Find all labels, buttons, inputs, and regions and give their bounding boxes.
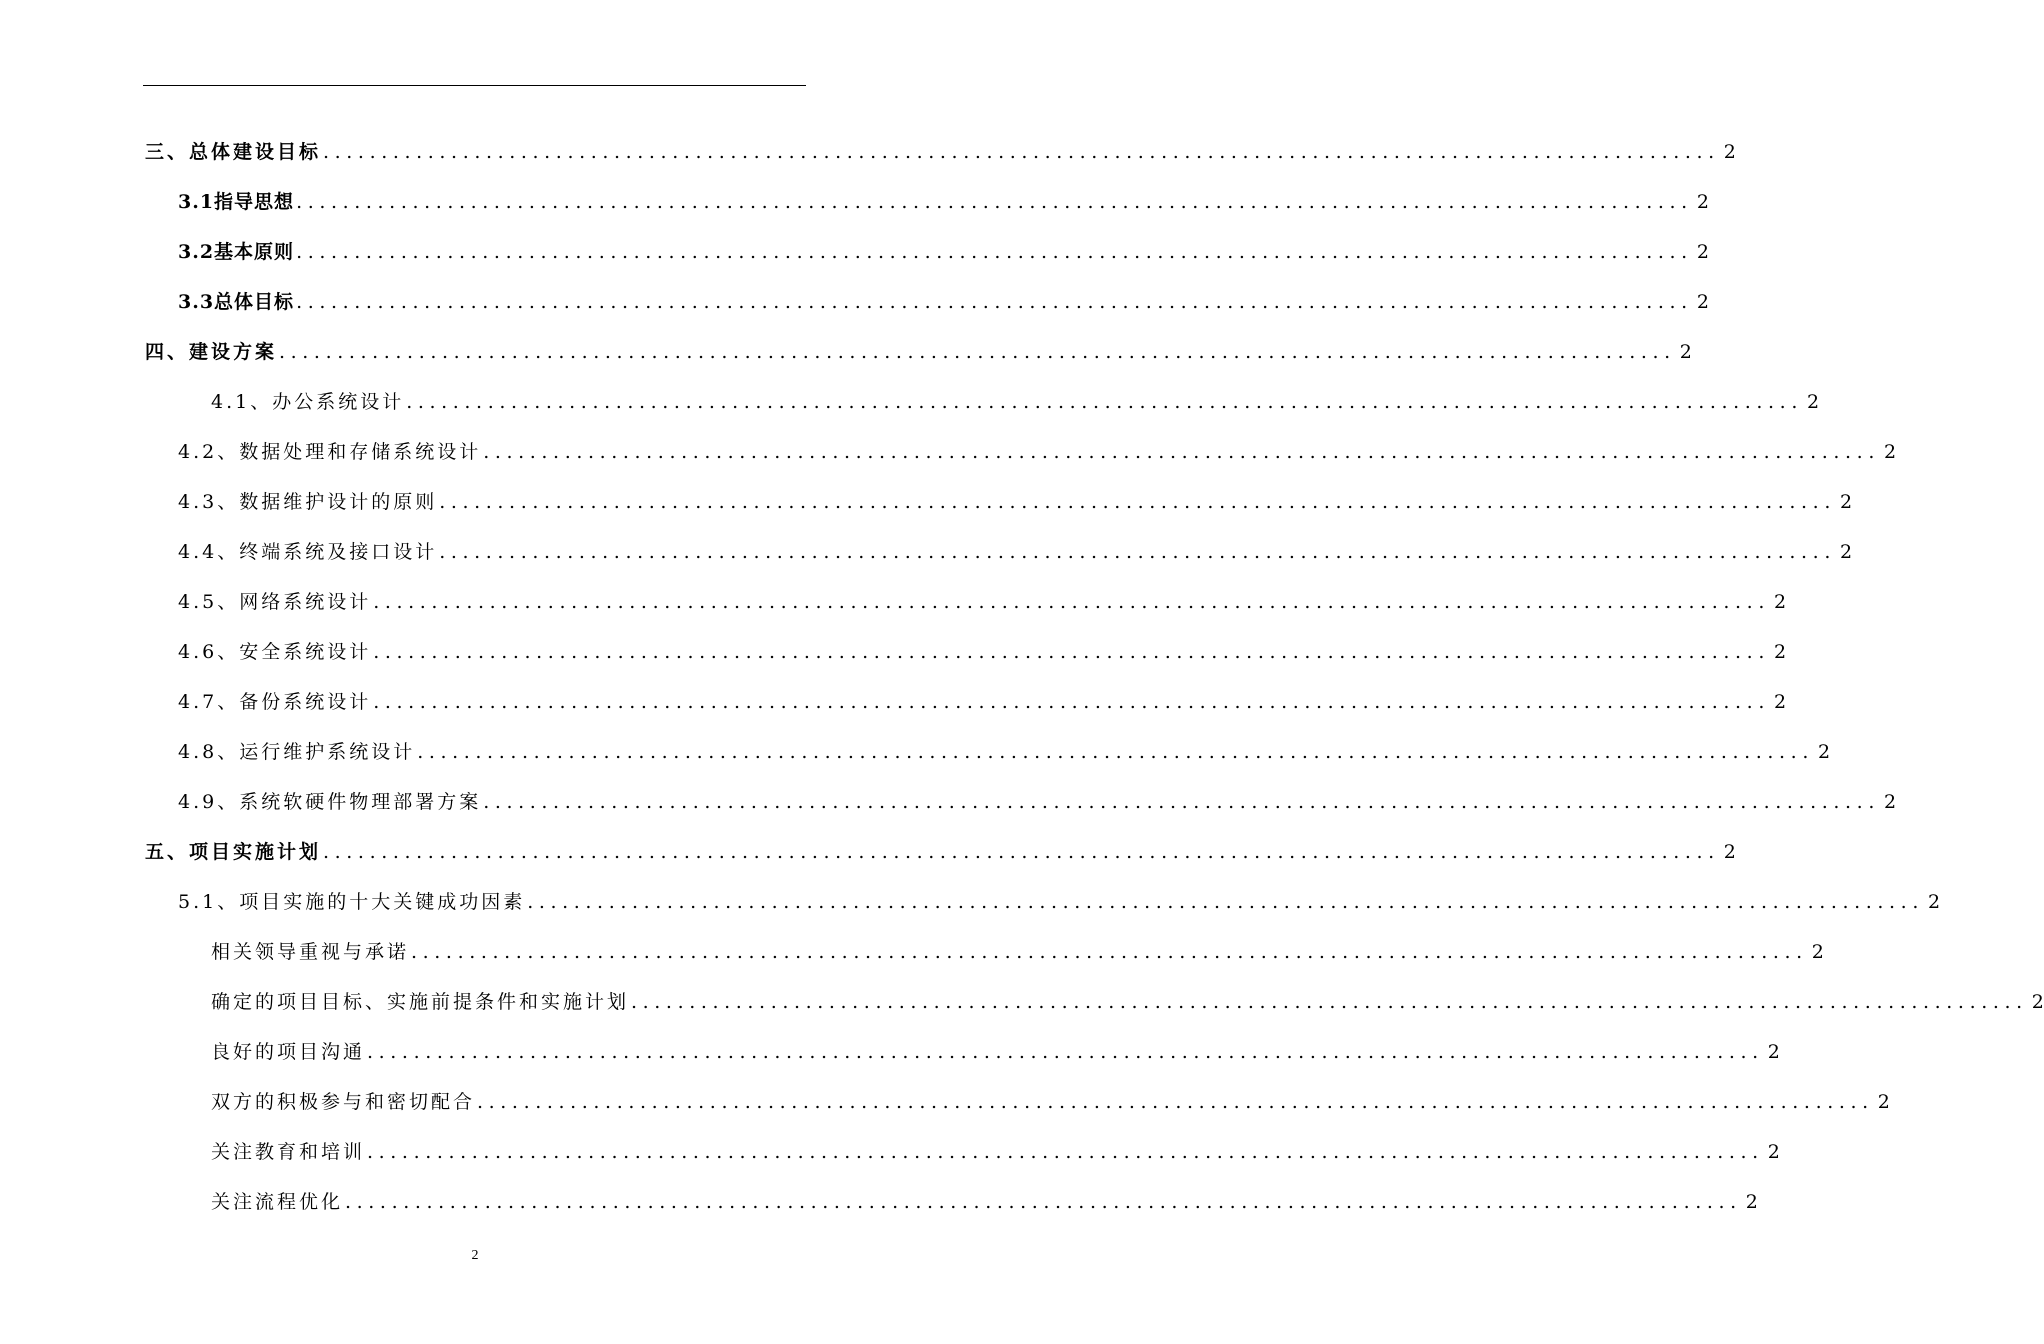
toc-leader-dots: ........................................................................................................................ xyxy=(296,291,1693,313)
toc-entry-label: 4.9、系统软硬件物理部署方案 xyxy=(178,791,482,813)
toc-entry-label: 4.7、备份系统设计 xyxy=(178,691,372,713)
toc-entry-4-1[interactable] xyxy=(211,387,1820,417)
toc-entry-label: 相关领导重视与承诺 xyxy=(211,941,410,963)
toc-entry-process-optimization[interactable] xyxy=(211,1187,1758,1217)
toc-entry-label: 4.4、终端系统及接口设计 xyxy=(178,541,438,563)
toc-entry-page: 2 xyxy=(1811,941,1824,963)
toc-leader-dots: ........................................................................................................................ xyxy=(406,391,1803,413)
toc-leader-dots: ........................................................................................................................ xyxy=(323,841,1720,863)
toc-entry-project-goals[interactable] xyxy=(211,987,2044,1017)
toc-entry-4-3[interactable] xyxy=(178,487,1853,517)
toc-leader-dots: ........................................................................................................................ xyxy=(483,791,1880,813)
toc-entry-section-3[interactable] xyxy=(145,137,1736,167)
toc-entry-page: 2 xyxy=(1773,641,1787,663)
toc-entry-page: 2 xyxy=(1696,191,1709,213)
toc-entry-label: 4.5、网络系统设计 xyxy=(178,591,372,613)
toc-entry-page: 2 xyxy=(1806,391,1820,413)
toc-entry-label: 4.8、运行维护系统设计 xyxy=(178,741,416,763)
toc-entry-4-2[interactable] xyxy=(178,437,1897,467)
toc-leader-dots: ........................................................................................................................ xyxy=(279,341,1676,363)
toc-entry-label: 关注教育和培训 xyxy=(211,1141,366,1163)
toc-entry-page: 2 xyxy=(1679,341,1692,363)
toc-leader-dots: ........................................................................................................................ xyxy=(483,441,1880,463)
toc-entry-label: 4.6、安全系统设计 xyxy=(178,641,372,663)
toc-entry-page: 2 xyxy=(1927,891,1941,913)
toc-entry-page: 2 xyxy=(1696,241,1709,263)
toc-entry-label: 良好的项目沟通 xyxy=(211,1041,366,1063)
toc-entry-page: 2 xyxy=(1883,441,1897,463)
toc-leader-dots: ........................................................................................................................ xyxy=(373,591,1770,613)
toc-leader-dots: ........................................................................................................................ xyxy=(296,191,1693,213)
toc-leader-dots: ........................................................................................................................ xyxy=(439,491,1836,513)
toc-entry-page: 2 xyxy=(1696,291,1709,313)
toc-entry-3-1[interactable] xyxy=(178,187,1709,217)
toc-entry-label: 双方的积极参与和密切配合 xyxy=(211,1091,476,1113)
toc-entry-page: 2 xyxy=(1767,1041,1780,1063)
toc-entry-label: 3.1指导思想 xyxy=(178,191,295,213)
toc-leader-dots: ........................................................................................................................ xyxy=(631,991,2028,1013)
toc-entry-3-2[interactable] xyxy=(178,237,1709,267)
toc-entry-section-4[interactable] xyxy=(145,337,1692,367)
toc-entry-participation[interactable] xyxy=(211,1087,1890,1117)
toc-entry-page: 2 xyxy=(2031,991,2044,1013)
toc-entry-4-9[interactable] xyxy=(178,787,1897,817)
toc-entry-4-8[interactable] xyxy=(178,737,1831,767)
toc-entry-page: 2 xyxy=(1839,541,1853,563)
toc-leader-dots: ........................................................................................................................ xyxy=(373,691,1770,713)
toc-leader-dots: ........................................................................................................................ xyxy=(345,1191,1742,1213)
footer-page-number: 2 xyxy=(471,1248,479,1263)
toc-entry-4-4[interactable] xyxy=(178,537,1853,567)
header-rule xyxy=(143,85,806,86)
toc-entry-label: 3.3总体目标 xyxy=(178,291,295,313)
toc-entry-page: 2 xyxy=(1773,591,1787,613)
toc-entry-label: 四、建设方案 xyxy=(145,341,278,363)
toc-entry-education-training[interactable] xyxy=(211,1137,1780,1167)
toc-entry-4-5[interactable] xyxy=(178,587,1787,617)
toc-leader-dots: ........................................................................................................................ xyxy=(417,741,1814,763)
toc-leader-dots: ........................................................................................................................ xyxy=(411,941,1808,963)
toc-entry-label: 3.2基本原则 xyxy=(178,241,295,263)
toc-entry-page: 2 xyxy=(1883,791,1897,813)
toc-entry-label: 三、总体建设目标 xyxy=(145,141,322,163)
toc-entry-page: 2 xyxy=(1723,841,1736,863)
toc-entry-project-communication[interactable] xyxy=(211,1037,1780,1067)
toc-entry-label: 4.2、数据处理和存储系统设计 xyxy=(178,441,482,463)
toc-entry-leadership-commitment[interactable] xyxy=(211,937,1824,967)
toc-leader-dots: ........................................................................................................................ xyxy=(367,1041,1764,1063)
toc-entry-page: 2 xyxy=(1877,1091,1890,1113)
toc-entry-page: 2 xyxy=(1745,1191,1758,1213)
toc-entry-page: 2 xyxy=(1723,141,1736,163)
toc-entry-page: 2 xyxy=(1817,741,1831,763)
toc-entry-4-6[interactable] xyxy=(178,637,1787,667)
toc-entry-page: 2 xyxy=(1773,691,1787,713)
toc-entry-label: 4.3、数据维护设计的原则 xyxy=(178,491,438,513)
toc-entry-label: 确定的项目目标、实施前提条件和实施计划 xyxy=(211,991,630,1013)
toc-entry-5-1[interactable] xyxy=(178,887,1941,917)
toc-leader-dots: ........................................................................................................................ xyxy=(477,1091,1874,1113)
toc-entry-page: 2 xyxy=(1767,1141,1780,1163)
toc-entry-label: 关注流程优化 xyxy=(211,1191,344,1213)
toc-entry-label: 五、项目实施计划 xyxy=(145,841,322,863)
toc-leader-dots: ........................................................................................................................ xyxy=(373,641,1770,663)
toc-leader-dots: ........................................................................................................................ xyxy=(323,141,1720,163)
toc-entry-page: 2 xyxy=(1839,491,1853,513)
toc-entry-label: 5.1、项目实施的十大关键成功因素 xyxy=(178,891,526,913)
toc-entry-section-5[interactable] xyxy=(145,837,1736,867)
toc-entry-4-7[interactable] xyxy=(178,687,1787,717)
toc-leader-dots: ........................................................................................................................ xyxy=(439,541,1836,563)
toc-leader-dots: ........................................................................................................................ xyxy=(527,891,1924,913)
toc-entry-3-3[interactable] xyxy=(178,287,1709,317)
toc-leader-dots: ........................................................................................................................ xyxy=(367,1141,1764,1163)
toc-leader-dots: ........................................................................................................................ xyxy=(296,241,1693,263)
toc-entry-label: 4.1、办公系统设计 xyxy=(211,391,405,413)
